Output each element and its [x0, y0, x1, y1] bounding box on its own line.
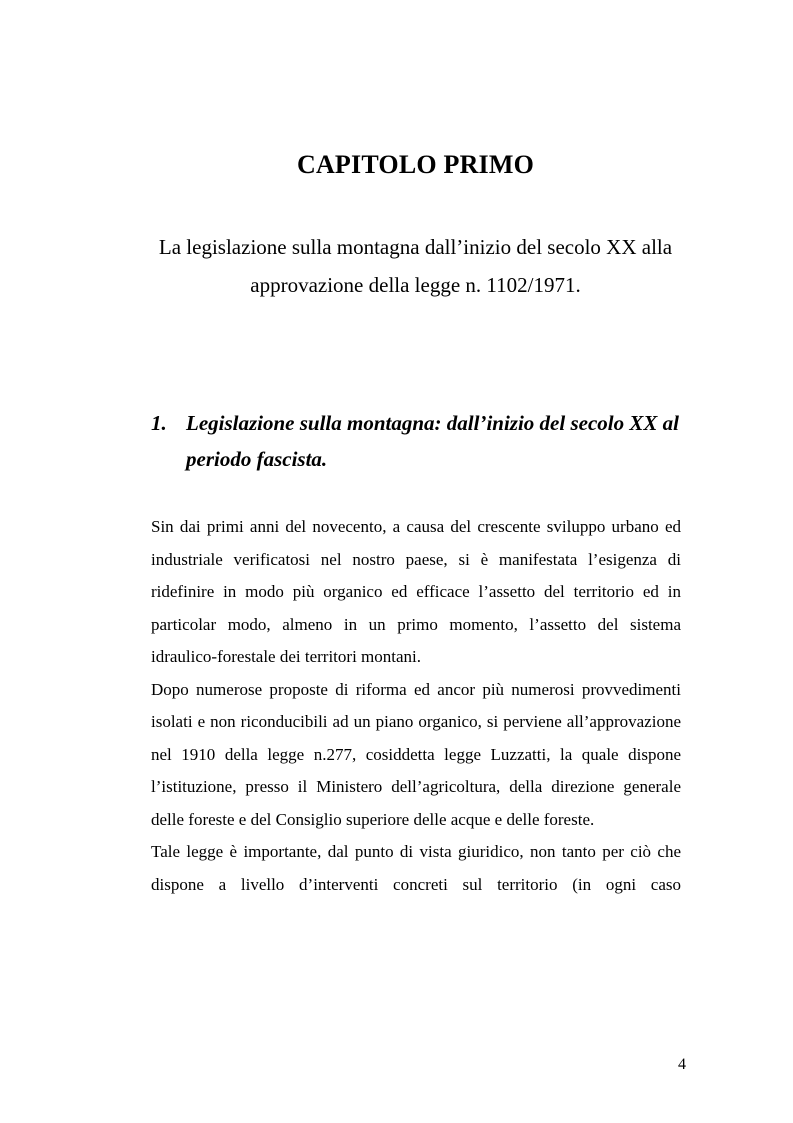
- section-heading-text: Legislazione sulla montagna: dall’inizio del secolo XX al periodo fascista.: [186, 411, 679, 471]
- paragraph-1: Sin dai primi anni del novecento, a causa del crescente sviluppo urbano ed industriale verificatosi nel nostro paese, si è manifestata l’esigenza di ridefinire in modo più organico ed efficace l’assetto del territorio ed in particolar modo, almeno in un primo momento, l’assetto del sistema idraulico-forestale dei territori montani.: [151, 517, 681, 666]
- chapter-subtitle: La legislazione sulla montagna dall’inizio del secolo XX alla approvazione della legge n. 1102/1971.: [158, 235, 673, 297]
- paragraph-2: Dopo numerose proposte di riforma ed ancor più numerosi provvedimenti isolati e non riconducibili ad un piano organico, si perviene all’approvazione nel 1910 della legge n.277, cosiddetta legge Luzzatti, la quale dispone l’istituzione, presso il Ministero dell’agricoltura, della direzione generale delle foreste e del Consiglio superiore delle acque e delle foreste.: [151, 679, 681, 829]
- section-heading: [151, 405, 691, 477]
- section-number: 1.: [151, 411, 167, 435]
- body-text: [151, 511, 681, 901]
- paragraph-3: Tale legge è importante, dal punto di vista giuridico, non tanto per ciò che dispone a livello d’interventi concreti sul territorio (in ogni caso: [151, 842, 681, 894]
- page-number: 4: [678, 1056, 686, 1073]
- chapter-title: CAPITOLO PRIMO: [296, 150, 535, 179]
